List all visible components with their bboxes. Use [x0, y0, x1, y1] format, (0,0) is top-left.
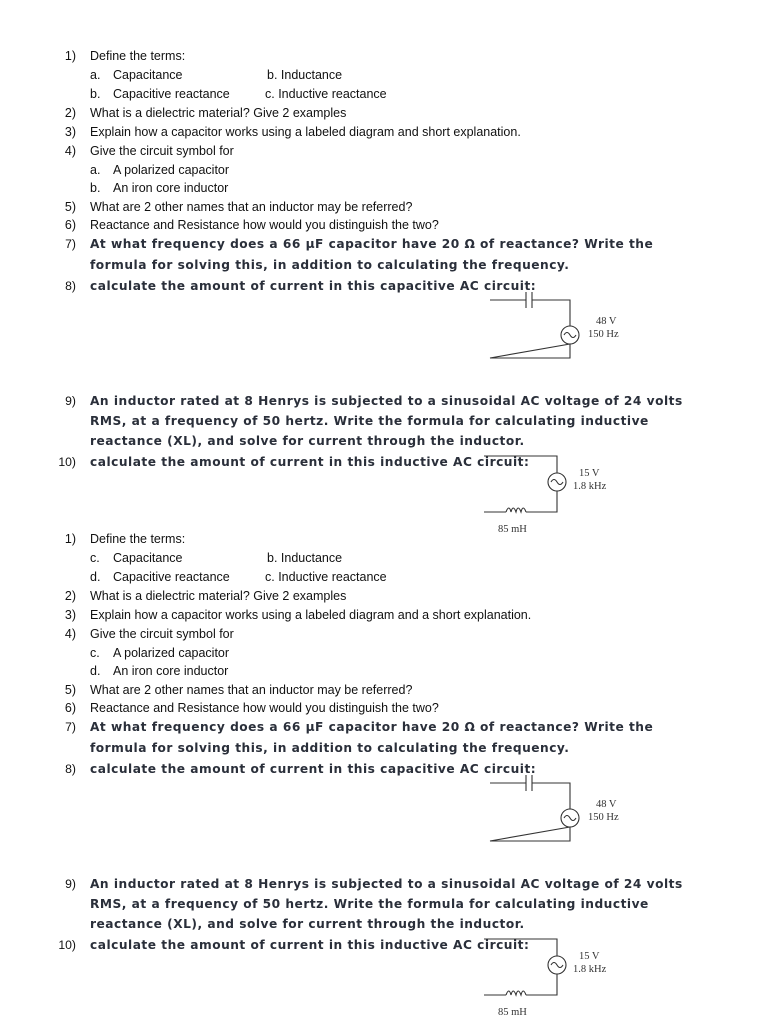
question-text: What are 2 other names that an inductor may be referred? — [90, 683, 413, 697]
question-text: calculate the amount of current in this capacitive AC circuit: — [90, 762, 537, 776]
item-text-right: b. Inductance — [267, 551, 343, 565]
item-text-right: c. Inductive reactance — [265, 570, 387, 584]
question-text: At what frequency does a 66 µF capacitor have 20 Ω of reactance? Write the — [90, 237, 654, 251]
source-voltage-label: 48 V — [596, 316, 617, 327]
question-number: 1) — [64, 532, 76, 546]
question-7 — [65, 719, 654, 735]
question-number: 1) — [64, 49, 76, 63]
question-number: 10) — [58, 455, 76, 469]
question-6 — [64, 700, 439, 716]
question-8 — [65, 761, 537, 777]
question-9-continued — [90, 433, 525, 449]
question-number: 6) — [64, 218, 76, 232]
item-text-right: b. Inductance — [267, 68, 343, 82]
question-number: 2) — [64, 589, 76, 603]
question-1 — [64, 531, 186, 547]
question-9 — [65, 393, 683, 409]
question-7-continued — [90, 257, 569, 273]
question-text: Explain how a capacitor works using a labeled diagram and short explanation. — [90, 125, 521, 139]
question-number: 10) — [58, 938, 76, 952]
item-label: c. — [90, 646, 100, 660]
question-4 — [64, 143, 234, 159]
item-text: A polarized capacitor — [113, 163, 230, 177]
item-text: A polarized capacitor — [113, 646, 230, 660]
term-item — [90, 86, 387, 102]
question-9-continued — [90, 413, 649, 429]
question-text: What is a dielectric material? Give 2 examples — [90, 106, 347, 120]
source-voltage-label: 48 V — [596, 799, 617, 810]
question-text: RMS, at a frequency of 50 hertz. Write the formula for calculating inductive — [90, 414, 649, 428]
question-text: calculate the amount of current in this capacitive AC circuit: — [90, 279, 537, 293]
item-text-right: c. Inductive reactance — [265, 87, 387, 101]
source-frequency-label: 1.8 kHz — [573, 481, 607, 492]
question-8 — [65, 278, 537, 294]
question-text: reactance (XL), and solve for current through the inductor. — [90, 917, 525, 931]
question-number: 3) — [64, 608, 76, 622]
question-text: An inductor rated at 8 Henrys is subjected to a sinusoidal AC voltage of 24 volts — [90, 394, 683, 408]
item-text: Capacitance — [113, 68, 183, 82]
question-text: formula for solving this, in addition to calculating the frequency. — [90, 258, 570, 272]
question-5 — [64, 682, 413, 698]
source-frequency-label: 150 Hz — [588, 329, 619, 340]
inductance-label: 85 mH — [498, 1007, 527, 1018]
inductance-label: 85 mH — [498, 524, 527, 535]
question-text: reactance (XL), and solve for current through the inductor. — [90, 434, 525, 448]
question-9 — [65, 876, 683, 892]
term-item — [90, 550, 343, 566]
question-number: 3) — [64, 125, 76, 139]
capacitive-circuit-diagram — [486, 773, 636, 847]
symbol-item — [90, 663, 229, 679]
question-number: 7) — [65, 720, 76, 734]
question-5 — [64, 199, 413, 215]
question-2 — [64, 588, 347, 604]
question-number: 7) — [65, 237, 76, 251]
question-3 — [64, 607, 532, 623]
worksheet-section — [0, 483, 768, 1018]
item-text: Capacitive reactance — [113, 87, 230, 101]
question-10 — [58, 454, 530, 470]
question-7 — [65, 236, 654, 252]
source-voltage-label: 15 V — [579, 951, 600, 962]
source-frequency-label: 1.8 kHz — [573, 964, 607, 975]
question-4 — [64, 626, 234, 642]
question-number: 9) — [65, 877, 76, 891]
question-text: Reactance and Resistance how would you distinguish the two? — [90, 701, 439, 715]
question-text: Explain how a capacitor works using a labeled diagram and a short explanation. — [90, 608, 532, 622]
symbol-item — [90, 162, 230, 178]
question-2 — [64, 105, 347, 121]
term-item — [90, 569, 387, 585]
question-text: formula for solving this, in addition to calculating the frequency. — [90, 741, 570, 755]
question-number: 5) — [64, 200, 76, 214]
question-number: 2) — [64, 106, 76, 120]
question-number: 6) — [64, 701, 76, 715]
question-text: Give the circuit symbol for — [90, 627, 234, 641]
question-1 — [64, 48, 186, 64]
question-text: Give the circuit symbol for — [90, 144, 234, 158]
question-10 — [58, 937, 530, 953]
question-text: calculate the amount of current in this inductive AC circuit: — [90, 455, 530, 469]
question-6 — [64, 217, 439, 233]
question-number: 9) — [65, 394, 76, 408]
question-number: 8) — [65, 762, 76, 776]
capacitive-circuit-diagram — [486, 290, 636, 364]
source-frequency-label: 150 Hz — [588, 812, 619, 823]
question-text: Define the terms: — [90, 49, 186, 63]
question-text: calculate the amount of current in this inductive AC circuit: — [90, 938, 530, 952]
question-9-continued — [90, 916, 525, 932]
source-voltage-label: 15 V — [579, 468, 600, 479]
item-label: d. — [90, 664, 101, 678]
item-label: b. — [90, 87, 101, 101]
term-item — [90, 67, 343, 83]
question-text: Define the terms: — [90, 532, 186, 546]
item-text: An iron core inductor — [113, 664, 229, 678]
item-label: b. — [90, 181, 101, 195]
item-text: Capacitive reactance — [113, 570, 230, 584]
question-number: 4) — [64, 627, 76, 641]
item-text: Capacitance — [113, 551, 183, 565]
question-number: 5) — [64, 683, 76, 697]
question-number: 4) — [64, 144, 76, 158]
question-text: RMS, at a frequency of 50 hertz. Write the formula for calculating inductive — [90, 897, 649, 911]
question-text: Reactance and Resistance how would you distinguish the two? — [90, 218, 439, 232]
item-label: c. — [90, 551, 100, 565]
item-text: An iron core inductor — [113, 181, 229, 195]
question-3 — [64, 124, 521, 140]
question-number: 8) — [65, 279, 76, 293]
question-7-continued — [90, 740, 569, 756]
symbol-item — [90, 645, 230, 661]
symbol-item — [90, 180, 229, 196]
item-label: a. — [90, 68, 101, 82]
inductive-circuit-diagram — [480, 935, 630, 1023]
question-text: At what frequency does a 66 µF capacitor have 20 Ω of reactance? Write the — [90, 720, 654, 734]
question-9-continued — [90, 896, 649, 912]
question-text: What are 2 other names that an inductor may be referred? — [90, 200, 413, 214]
item-label: d. — [90, 570, 101, 584]
question-text: What is a dielectric material? Give 2 examples — [90, 589, 347, 603]
question-text: An inductor rated at 8 Henrys is subjected to a sinusoidal AC voltage of 24 volts — [90, 877, 683, 891]
item-label: a. — [90, 163, 101, 177]
